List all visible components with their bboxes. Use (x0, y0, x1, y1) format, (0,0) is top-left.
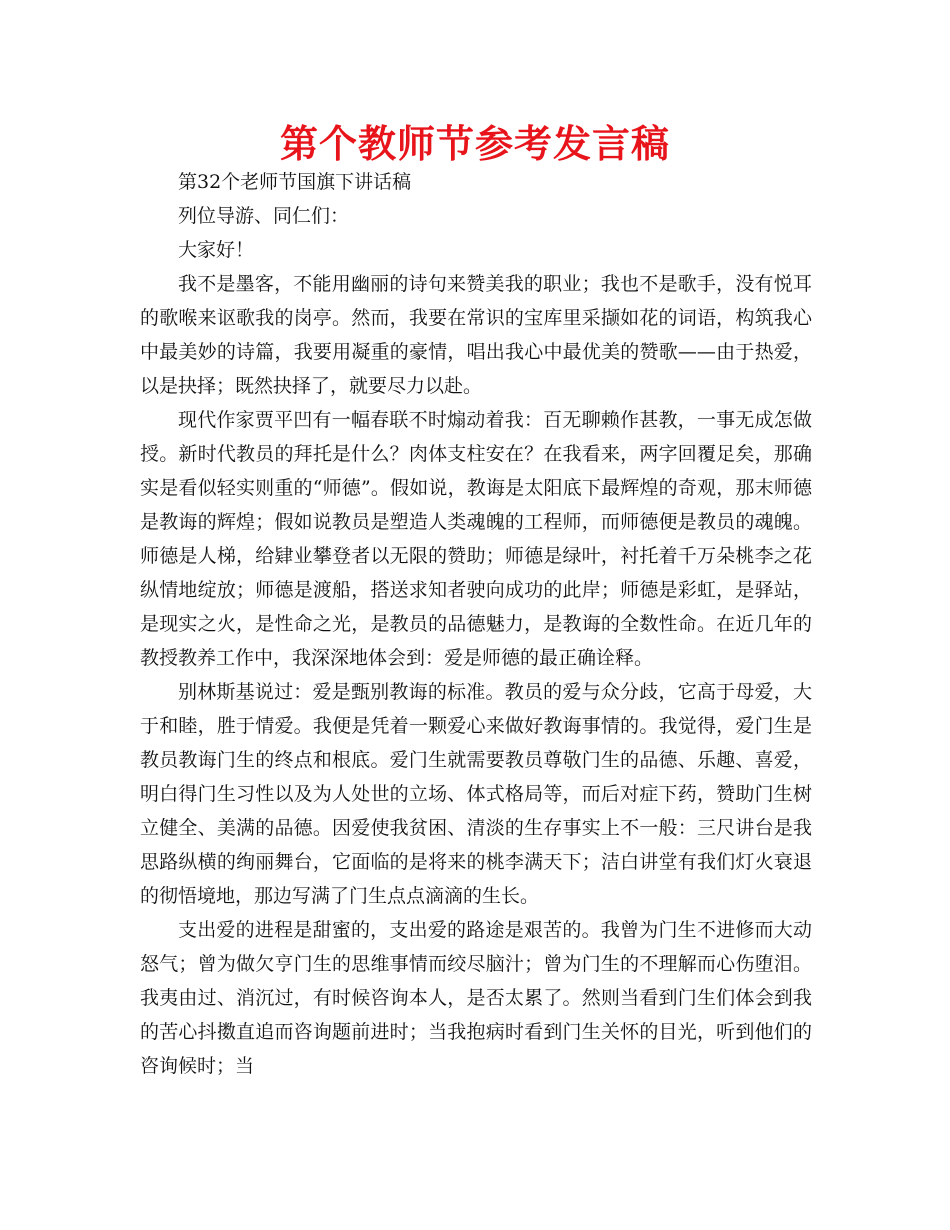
paragraph-salutation: 列位导游、同仁们： (178, 205, 350, 227)
paragraph-body-4: 支出爱的进程是甜蜜的，支出爱的路途是艰苦的。我曾为门生不进修而大动怒气；曾为做欠亨门生的思维事情而绞尽脑汁；曾为门生的不理解而心伤堕泪。我夷由过、消沉过，有时候咨询本人，是否太累了。然则当看到门生们体会到我的苦心抖擞直追而咨询题前进时；当我抱病时看到门生关怀的目光，听到他们的咨询候时；当 (140, 919, 812, 1077)
document-title: 第个教师节参考发言稿 (279, 122, 670, 166)
paragraph-body-2: 现代作家贾平凹有一幅春联不时煽动着我：百无聊赖作甚教，一事无成怎做授。新时代教员的拜托是什么？肉体支柱安在？在我看来，两字回覆足矣，那确实是看似轻实则重的“师德”。假如说，教诲是太阳底下最辉煌的奇观，那末师德是教诲的辉煌；假如说教员是塑造人类魂魄的工程师，而师德便是教员的魂魄。师德是人梯，给肄业攀登者以无限的赞助；师德是绿叶，衬托着千万朵桃李之花纵情地绽放；师德是渡船，搭送求知者驶向成功的此岸；师德是彩虹，是驿站，是现实之火，是性命之光，是教员的品德魅力，是教诲的全数性命。在近几年的教授教养工作中，我深深地体会到：爱是师德的最正确诠释。 (140, 409, 812, 669)
paragraph-subtitle: 第32个老师节国旗下讲话稿 (178, 171, 412, 193)
paragraph-greeting: 大家好！ (178, 239, 255, 261)
paragraph-body-1: 我不是墨客，不能用幽丽的诗句来赞美我的职业；我也不是歌手，没有悦耳的歌喉来讴歌我的岗亭。然而，我要在常识的宝库里采撷如花的词语，构筑我心中最美妙的诗篇，我要用凝重的豪情，唱出我心中最优美的赞歌——由于热爱，以是抉择；既然抉择了，就要尽力以赴。 (140, 273, 812, 397)
document-body (140, 165, 812, 1083)
paragraph-body-3: 别林斯基说过：爱是甄别教诲的标准。教员的爱与众分歧，它高于母爱，大于和睦，胜于情爱。我便是凭着一颗爱心来做好教诲事情的。我觉得，爱门生是教员教诲门生的终点和根底。爱门生就需要教员尊敬门生的品德、乐趣、喜爱，明白得门生习性以及为人处世的立场、体式格局等，而后对症下药，赞助门生树立健全、美满的品德。因爱使我贫困、清淡的生存事实上不一般：三尺讲台是我思路纵横的绚丽舞台，它面临的是将来的桃李满天下；洁白讲堂有我们灯火衰退的彻悟境地，那边写满了门生点点滴滴的生长。 (140, 681, 812, 907)
